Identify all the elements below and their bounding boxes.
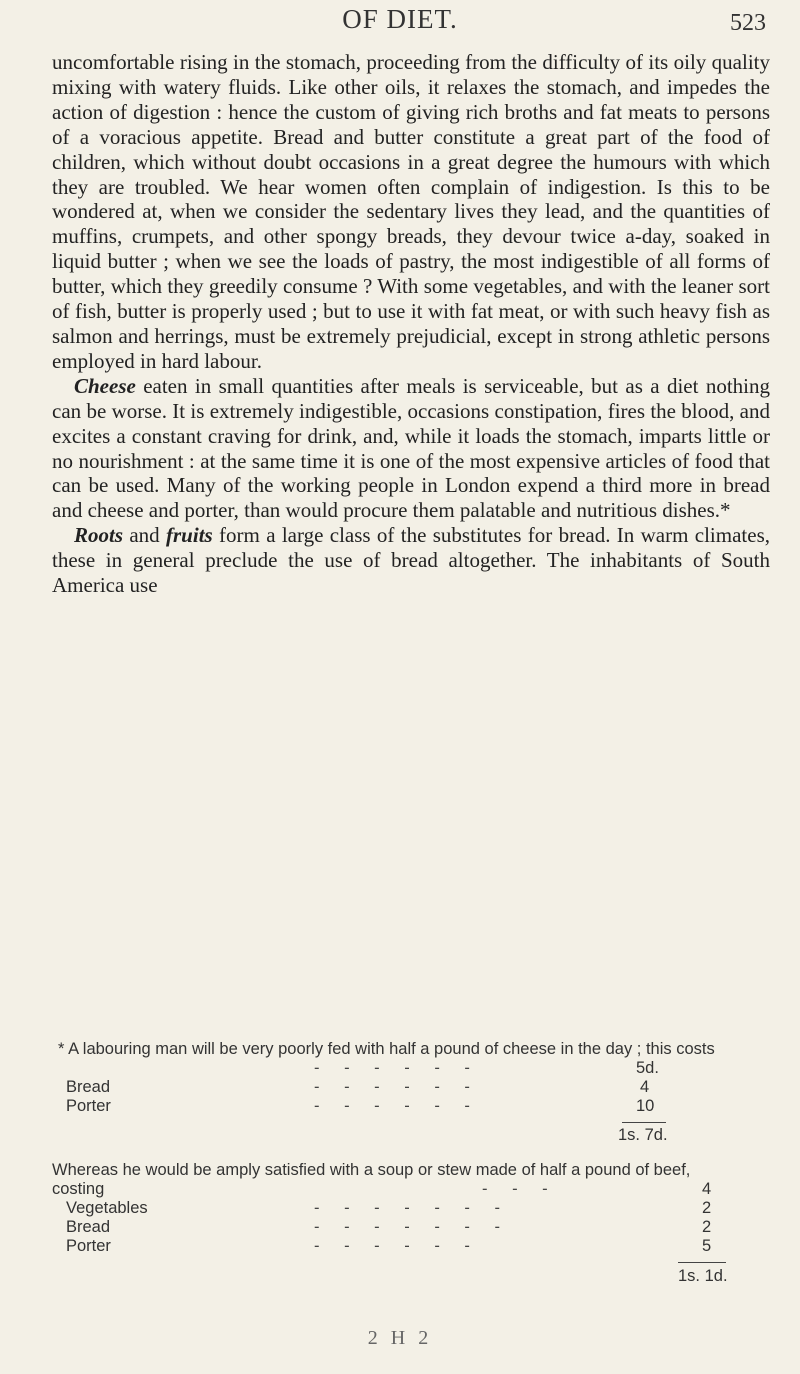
footnote-value: 2 (702, 1199, 712, 1217)
sum-rule (678, 1262, 726, 1263)
leader-dots: - - - - - - (314, 1097, 480, 1115)
footnote-intro-1 (52, 1040, 770, 1059)
page-number: 523 (730, 10, 766, 36)
paragraph-butter (52, 50, 770, 374)
leader-dots: - - - (482, 1180, 558, 1198)
paragraph-lead-word: Cheese (74, 373, 136, 398)
footnote-symbol: * (58, 1040, 65, 1058)
paragraph-text: eaten in small quantities after meals is serviceable, but as a diet nothing can be worse. It is extremely indigestible, occasions constipation, fires the blood, and excites a constant craving for drink, and, while it loads the stomach, imparts little or no nourishment : at the same time it is one of the most expensive articles of food that can be used. Many of the working people in London expend a third more in bread and cheese and porter, than would procure them palatable and nutritious dishes.* (52, 373, 770, 523)
paragraph-cheese (52, 374, 770, 523)
footnote-row (52, 1237, 770, 1259)
footnote-label: Bread (66, 1218, 111, 1236)
footnote-value: 5d. (636, 1059, 659, 1077)
footnote-value: 4 (702, 1180, 712, 1198)
running-title: OF DIET. (342, 4, 458, 34)
leader-dots: - - - - - - (314, 1237, 480, 1255)
paragraph-lead-word: Roots (74, 523, 124, 548)
paragraph-text: uncomfortable rising in the stomach, proceeding from the difficulty of its oily quality mixing with watery fluids. Like other oils, it relaxes the stomach, and impedes the action of digestion : hence the custom of giving rich broths and fat meats to persons of a voracious appetite. Bread and butter constitute a great part of the food of children, which without doubt occasions in a great degree the humours with which they are troubled. We hear women often complain of indigestion. Is this to be wondered at, when we consider the sedentary lives they lead, and the quantities of muffins, crumpets, and other spongy breads, they devour twice a-day, soaked in liquid butter ; when we see the loads of pastry, the most indigestible of all forms of butter, which they greedily consume ? With some vegetables, and with the leaner sort of fish, butter is properly used ; but to use it with fat meat, or with such heavy fish as salmon and herrings, must be extremely prejudicial, except in strong athletic persons employed in hard labour. (52, 50, 770, 373)
footnote-value: 5 (702, 1237, 712, 1255)
signature-mark: 2 H 2 (367, 1327, 433, 1349)
footnote-total: 1s. 7d. (618, 1126, 668, 1144)
sum-rule (622, 1122, 666, 1123)
leader-dots: - - - - - - (314, 1059, 480, 1077)
leader-dots: - - - - - - - (314, 1218, 510, 1236)
paragraph-roots (52, 523, 770, 598)
footnote-value: 10 (636, 1097, 655, 1115)
paragraph-text: form a large class of the substitutes for bread. In warm climates, these in general preclude the use of bread altogether. The inhabitants of South America use (52, 523, 770, 598)
footnote-row (52, 1097, 770, 1119)
leader-dots: - - - - - - (314, 1078, 480, 1096)
footnote-value: 4 (640, 1078, 650, 1096)
footnote-total: 1s. 1d. (678, 1267, 728, 1285)
footnote-label: Porter (66, 1097, 111, 1115)
paragraph-connector: and (123, 523, 167, 548)
body-text (52, 50, 770, 598)
footnote-label: Bread (66, 1078, 111, 1096)
paragraph-lead-word-2: fruits (166, 523, 213, 548)
footnote-intro-2: Whereas he would be amply satisfied with a soup or stew made of half a pound of beef, costing (52, 1161, 691, 1198)
footnote-intro-text: A labouring man will be very poorly fed with half a pound of cheese in the day ; this costs (68, 1040, 715, 1058)
footnote-label: Porter (66, 1237, 111, 1255)
footnote-label: Vegetables (66, 1199, 148, 1217)
footnote-value: 2 (702, 1218, 712, 1236)
leader-dots: - - - - - - - (314, 1199, 510, 1217)
page-header (0, 4, 800, 44)
footnote (52, 1040, 770, 1320)
